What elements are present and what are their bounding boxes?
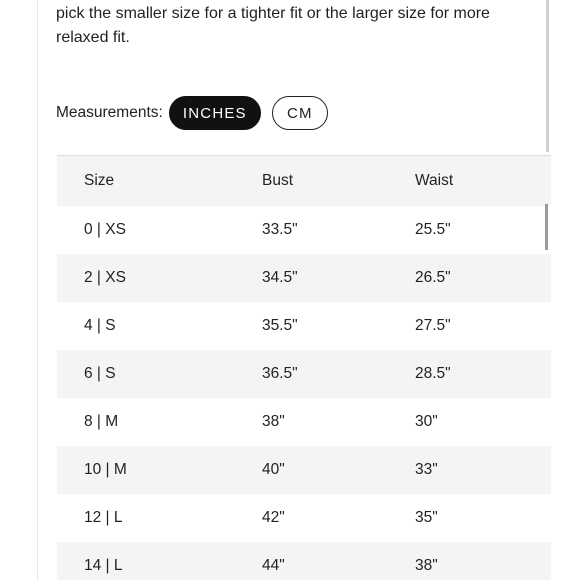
table-row bbox=[57, 494, 551, 542]
waist-cell: 26.5" bbox=[415, 269, 451, 286]
waist-cell: 25.5" bbox=[415, 221, 451, 238]
table-row bbox=[57, 302, 551, 350]
bust-cell: 33.5" bbox=[262, 221, 298, 238]
size-cell: 12 | L bbox=[84, 509, 123, 526]
size-cell: 8 | M bbox=[84, 413, 119, 430]
size-chart-table bbox=[57, 155, 551, 580]
bust-cell: 36.5" bbox=[262, 365, 298, 382]
table-row bbox=[57, 350, 551, 398]
table-scrollbar[interactable] bbox=[545, 204, 548, 250]
bust-cell: 42" bbox=[262, 509, 285, 526]
header-size: Size bbox=[84, 172, 115, 189]
measurements-label: Measurements: bbox=[56, 104, 163, 121]
bust-cell: 38" bbox=[262, 413, 285, 430]
waist-cell: 33" bbox=[415, 461, 438, 478]
bust-cell: 40" bbox=[262, 461, 285, 478]
cm-button[interactable]: CM bbox=[272, 96, 328, 130]
table-row bbox=[57, 206, 551, 254]
size-cell: 0 | XS bbox=[84, 221, 126, 238]
waist-cell: 27.5" bbox=[415, 317, 451, 334]
waist-cell: 28.5" bbox=[415, 365, 451, 382]
waist-cell: 30" bbox=[415, 413, 438, 430]
bust-cell: 35.5" bbox=[262, 317, 298, 334]
size-cell: 14 | L bbox=[84, 557, 123, 574]
table-header-row bbox=[57, 156, 551, 206]
bust-cell: 44" bbox=[262, 557, 285, 574]
waist-cell: 35" bbox=[415, 509, 438, 526]
size-cell: 6 | S bbox=[84, 365, 116, 382]
bust-cell: 34.5" bbox=[262, 269, 298, 286]
table-row bbox=[57, 398, 551, 446]
waist-cell: 38" bbox=[415, 557, 438, 574]
size-cell: 10 | M bbox=[84, 461, 127, 478]
header-waist: Waist bbox=[415, 172, 454, 189]
panel-border bbox=[37, 0, 38, 580]
table-row bbox=[57, 446, 551, 494]
size-cell: 4 | S bbox=[84, 317, 116, 334]
header-bust: Bust bbox=[262, 172, 294, 189]
measurement-toggle bbox=[56, 95, 328, 131]
table-row bbox=[57, 542, 551, 580]
inches-button[interactable]: INCHES bbox=[169, 96, 261, 130]
table-row bbox=[57, 254, 551, 302]
size-cell: 2 | XS bbox=[84, 269, 126, 286]
panel-scrollbar[interactable] bbox=[546, 0, 549, 152]
intro-text: pick the smaller size for a tighter fit or the larger size for more relaxed fit. bbox=[56, 5, 490, 46]
